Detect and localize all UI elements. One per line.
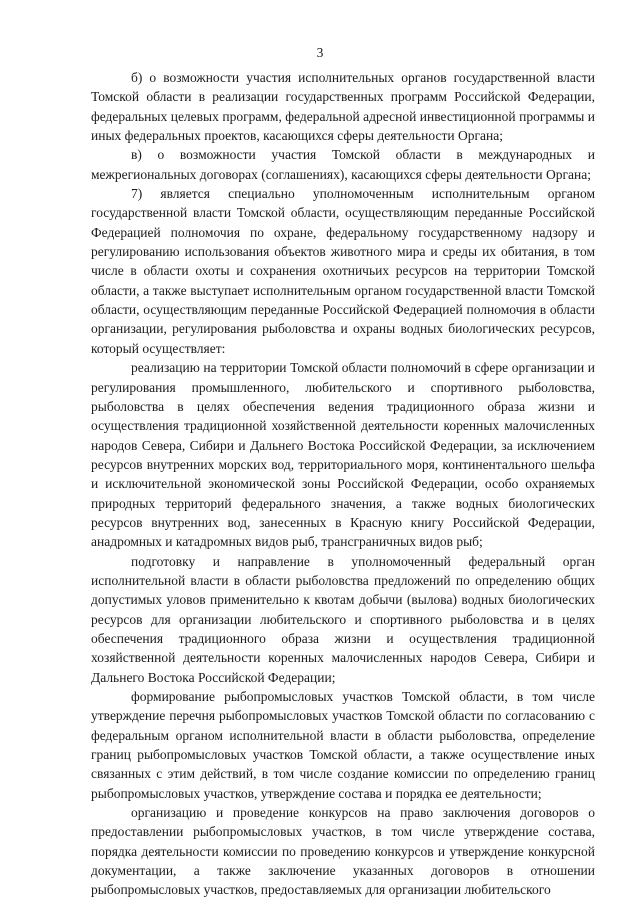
paragraph-item-7: 7) является специально уполномоченным исполнительным органом государственной власти Томской области, осуществляющим переданные Российской Федерацией полномочия по охране, федеральному государственному надзору и регулированию использования объектов животного мира и среды их обитания, в том числе в области охоты и сохранения охотничьих ресурсов на территории Томской области, а также выступает исполнительным органом государственной власти Томской области, осуществляющим переданные Российской Федерацией полномочия в области организации, регулирования рыболовства и охраны водных биологических ресурсов, который осуществляет: — [91, 186, 595, 356]
paragraph-item-v: в) о возможности участия Томской области в международных и межрегиональных договорах (соглашениях), касающихся сферы деятельности Органа; — [91, 147, 595, 182]
paragraph-tenders: организацию и проведение конкурсов на право заключения договоров о предоставлении рыбопромысловых участков, в том числе утверждение состава, порядка деятельности комиссии по проведению конкурсов и утверждение конкурсной документации, а также заключение указанных договоров в отношении рыбопромысловых участков, предоставляемых для организации любительского — [91, 805, 595, 898]
paragraph-catch-proposals: подготовку и направление в уполномоченный федеральный орган исполнительной власти в области рыболовства предложений по определению общих допустимых уловов применительно к квотам добычи (вылова) водных биологических ресурсов для организации любительского и спортивного рыболовства и в целях обеспечения традиционного образа жизни и осуществления традиционной хозяйственной деятельности коренных малочисленных народов Севера, Сибири и Дальнего Востока Российской Федерации; — [91, 553, 595, 685]
page-number: 3 — [316, 45, 324, 60]
paragraph-item-b: б) о возможности участия исполнительных органов государственной власти Томской области в реализации государственных программ Российской Федерации, федеральных целевых программ, федеральной адресной инвестиционной программы и иных федеральных проектов, касающихся сферы деятельности Органа; — [91, 70, 595, 144]
document-body — [91, 68, 595, 900]
paragraph-fishing-sites-formation: формирование рыбопромысловых участков Томской области, в том числе утверждение перечня рыбопромысловых участков Томской области по согласованию с федеральным органом исполнительной власти в области рыболовства, определение границ рыбопромысловых участков Томской области, а также осуществление иных связанных с этим действий, в том числе создание комиссии по определению границ рыбопромысловых участков, утверждение состава и порядка ее деятельности; — [91, 689, 595, 801]
paragraph-fishing-regulation: реализацию на территории Томской области полномочий в сфере организации и регулирования промышленного, любительского и спортивного рыболовства, рыболовства в целях обеспечения ведения традиционного образа жизни и осуществления традиционной хозяйственной деятельности коренных малочисленных народов Севера, Сибири и Дальнего Востока Российской Федерации, за исключением ресурсов внутренних морских вод, территориального моря, континентального шельфа и исключительной экономической зоны Российской Федерации, особо охраняемых природных территорий федерального значения, а также водных биологических ресурсов внутренних вод, занесенных в Красную книгу Российской Федерации, анадромных и катадромных видов рыб, трансграничных видов рыб; — [91, 360, 595, 550]
